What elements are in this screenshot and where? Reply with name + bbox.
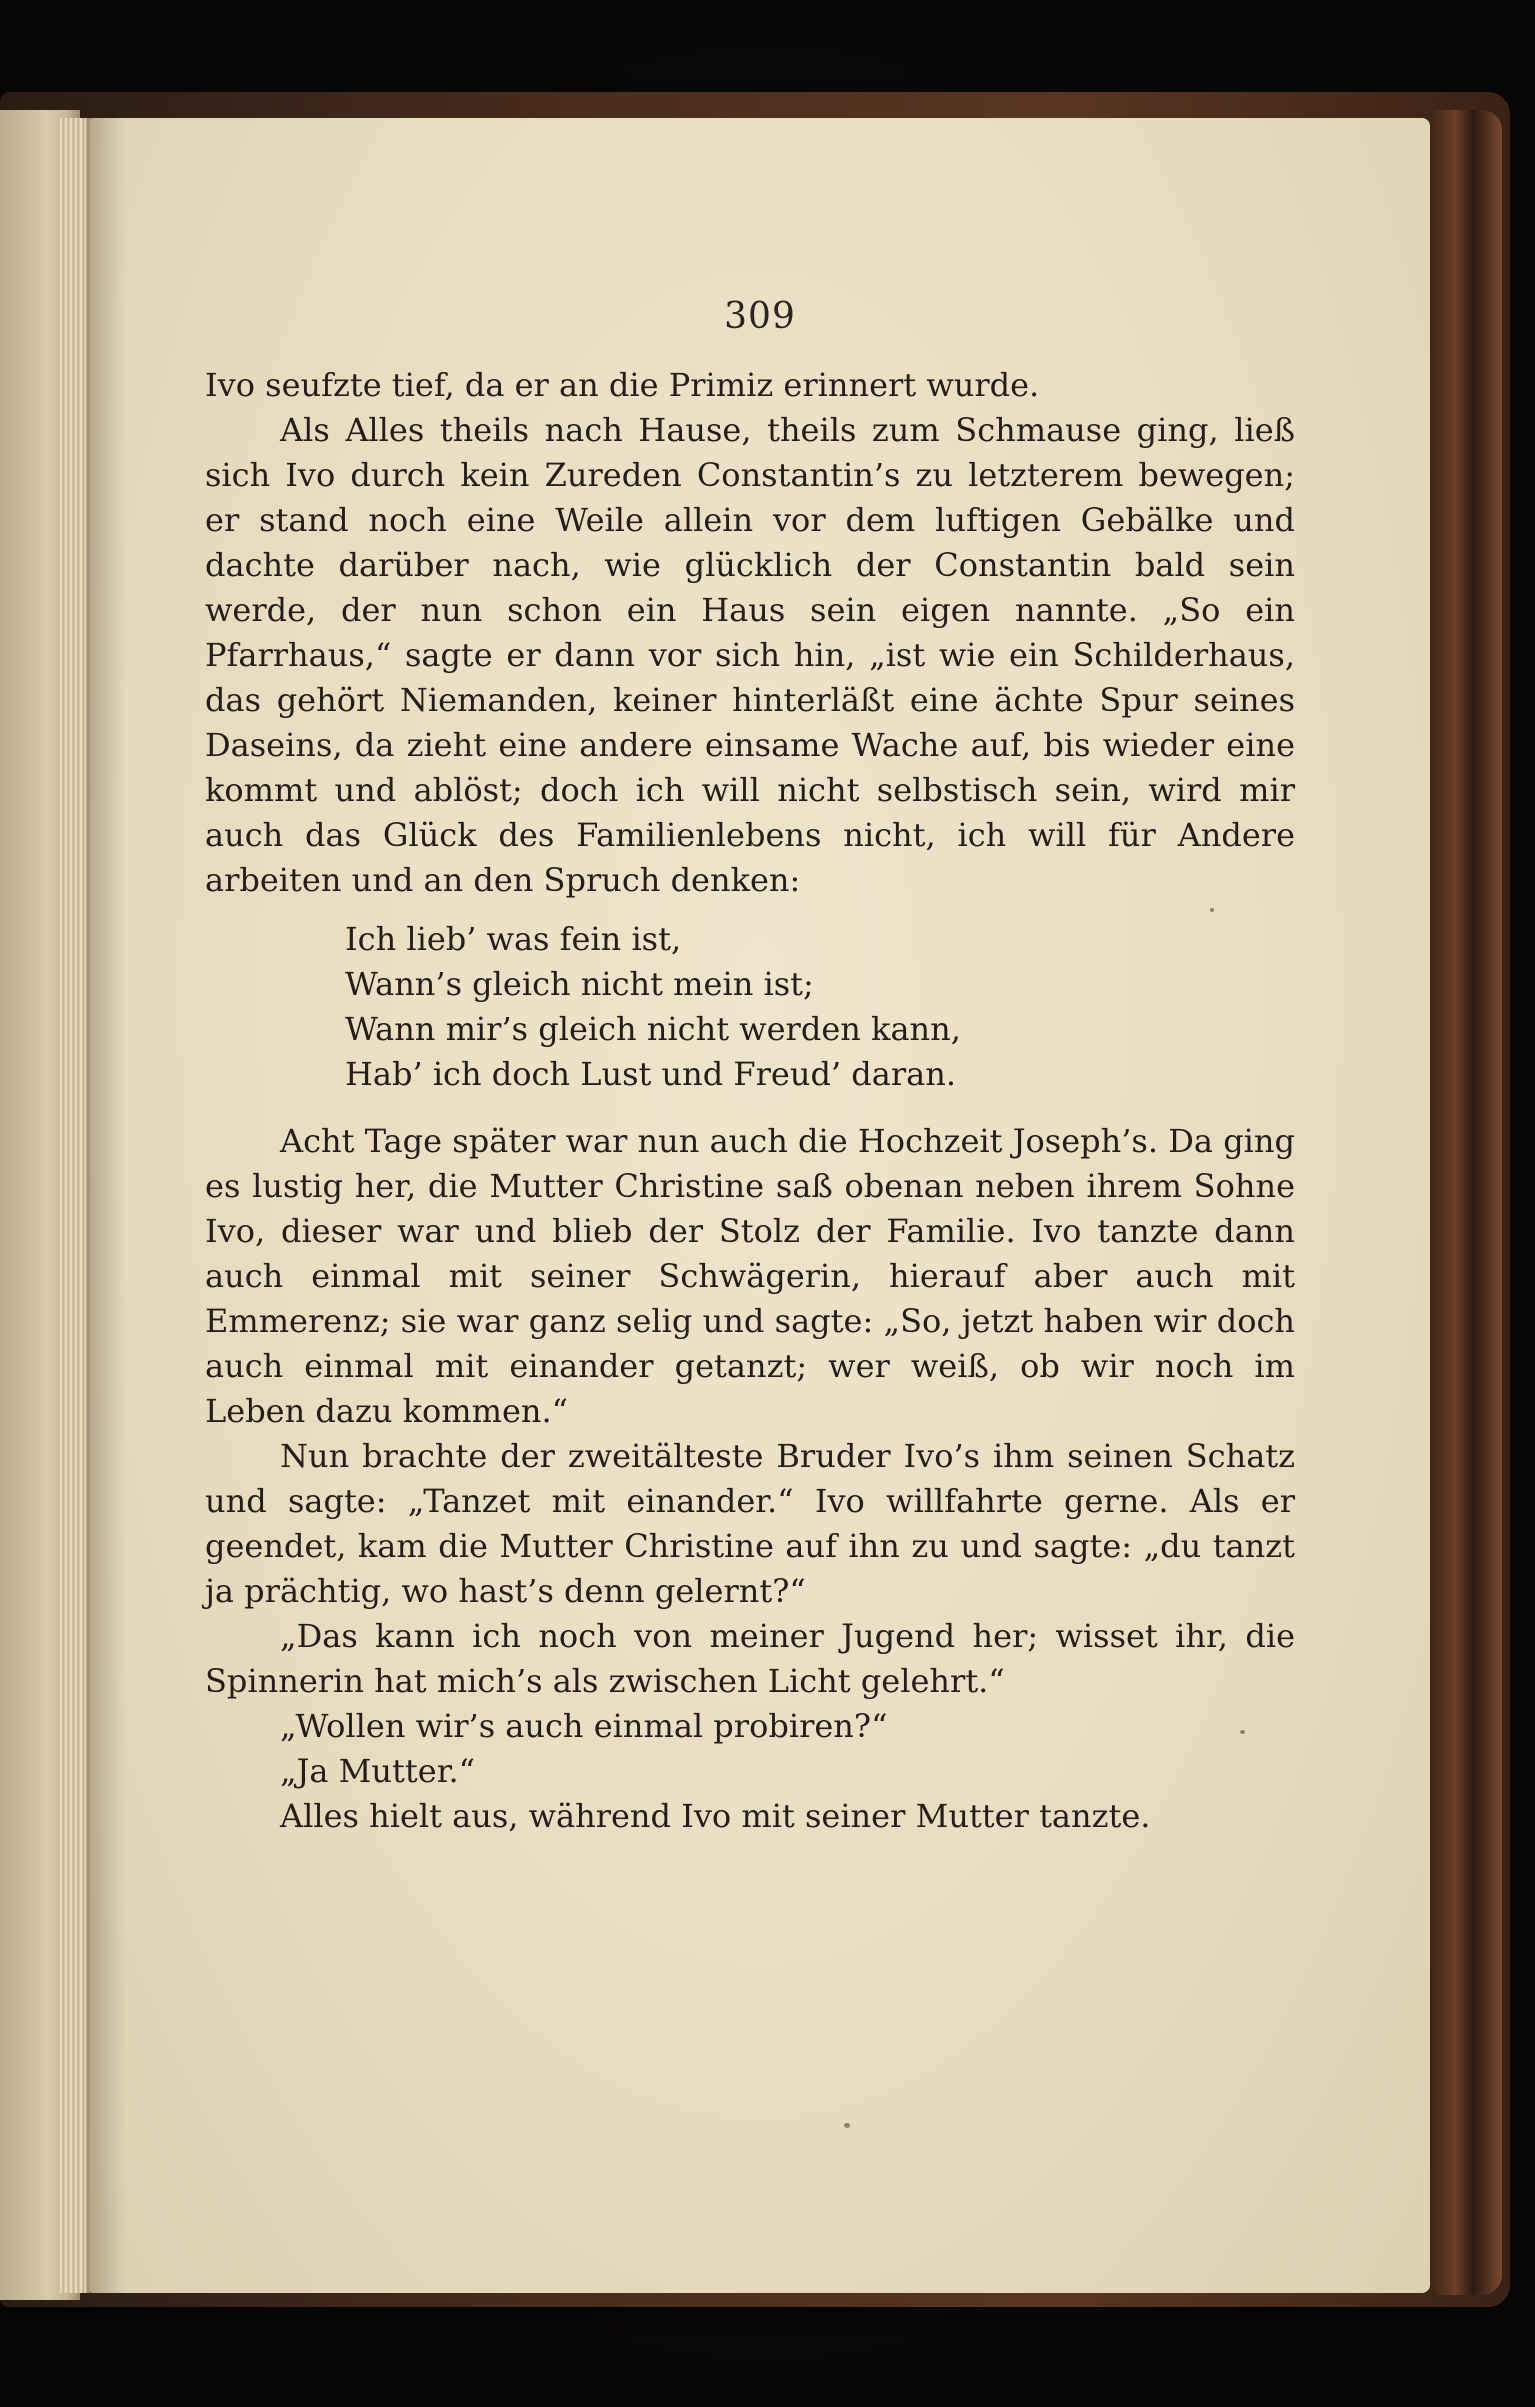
verse-line: Wann mir’s gleich nicht werden kann,	[345, 1010, 961, 1048]
verse-block	[205, 917, 1295, 1097]
paragraph: Alles hielt aus, während Ivo mit seiner Mutter tanzte.	[280, 1797, 1151, 1835]
paper-speck	[1210, 908, 1214, 912]
verse-line: Hab’ ich doch Lust und Freud’ daran.	[345, 1055, 956, 1093]
book-page	[90, 118, 1430, 2293]
paragraph: Ivo seufzte tief, da er an die Primiz erinnert wurde.	[205, 366, 1040, 404]
paragraph: Acht Tage später war nun auch die Hochzeit Joseph’s. Da ging es lustig her, die Mutter Christine saß obenan neben ihrem Sohne Ivo, dieser war und blieb der Stolz der Familie. Ivo tanzte dann auch einmal mit seiner Schwägerin, hierauf aber auch mit Emmerenz; sie war ganz selig und sagte: „So, jetzt haben wir doch auch einmal mit einander getanzt; wer weiß, ob wir noch im Leben dazu kommen.“	[205, 1122, 1295, 1430]
verse-line: Wann’s gleich nicht mein ist;	[345, 965, 814, 1003]
paragraph: „Wollen wir’s auch einmal probiren?“	[280, 1707, 888, 1745]
paragraph: Als Alles theils nach Hause, theils zum Schmause ging, ließ sich Ivo durch kein Zureden Constantin’s zu letzterem bewegen; er stand noch eine Weile allein vor dem luftigen Gebälke und dachte darüber nach, wie glücklich der Constantin bald sein werde, der nun schon ein Haus sein eigen nannte. „So ein Pfarrhaus,“ sagte er dann vor sich hin, „ist wie ein Schilderhaus, das gehört Niemanden, keiner hinterläßt eine ächte Spur seines Daseins, da zieht eine andere einsame Wache auf, bis wieder eine kommt und ablöst; doch ich will nicht selbstisch sein, wird mir auch das Glück des Familienlebens nicht, ich will für Andere arbeiten und an den Spruch denken:	[205, 411, 1295, 899]
verse-line: Ich lieb’ was fein ist,	[345, 920, 682, 958]
gutter-shadow	[86, 118, 126, 2293]
page-body	[205, 363, 1295, 1839]
paragraph: „Das kann ich noch von meiner Jugend her; wisset ihr, die Spinnerin hat mich’s als zwischen Licht gelehrt.“	[205, 1617, 1295, 1700]
cover-edge	[1430, 110, 1502, 2295]
paragraph: „Ja Mutter.“	[280, 1752, 475, 1790]
paper-speck	[844, 2123, 850, 2128]
paragraph: Nun brachte der zweitälteste Bruder Ivo’s ihm seinen Schatz und sagte: „Tanzet mit einander.“ Ivo willfahrte gerne. Als er geendet, kam die Mutter Christine auf ihn zu und sagte: „du tanzt ja prächtig, wo hast’s denn gelernt?“	[205, 1437, 1295, 1610]
page-number: 309	[724, 296, 796, 337]
paper-speck	[1240, 1730, 1245, 1734]
